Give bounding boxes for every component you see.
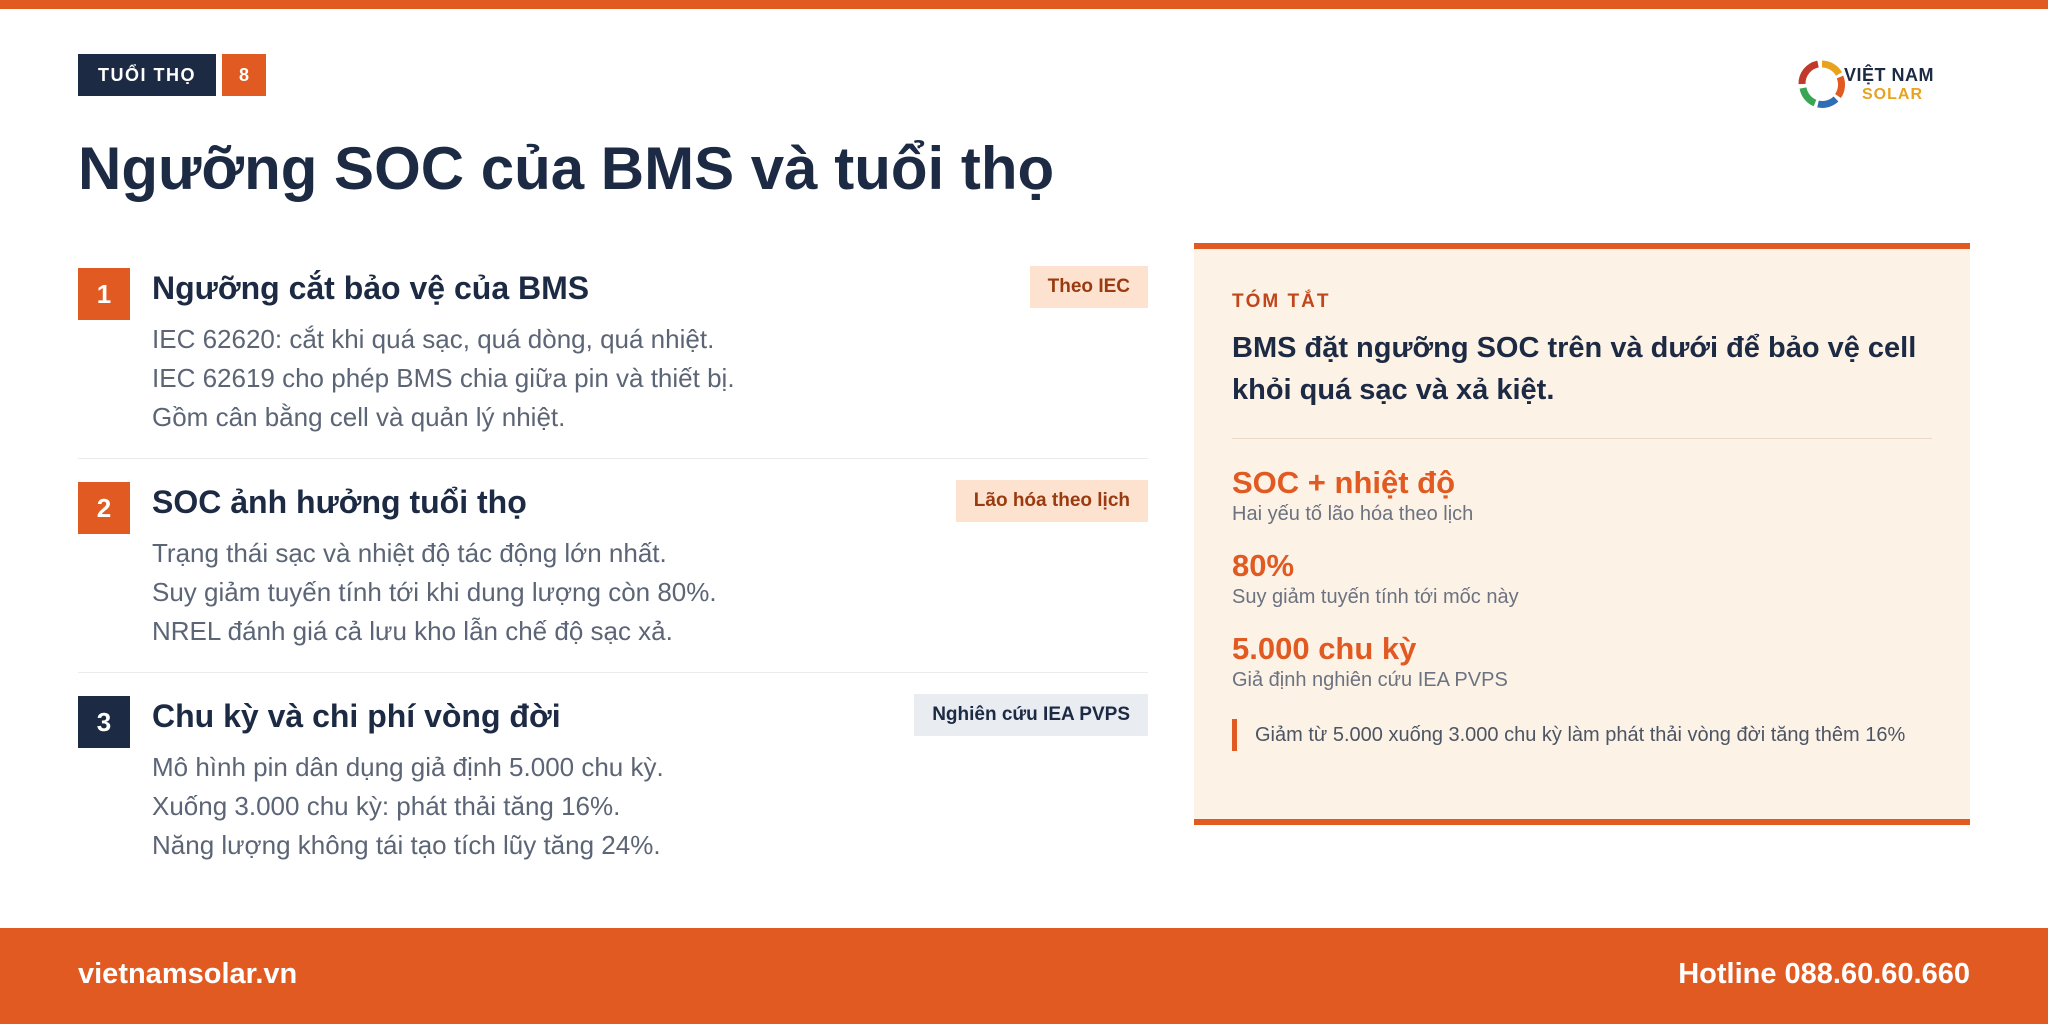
item-line: Gồm cân bằng cell và quản lý nhiệt. <box>152 402 566 432</box>
summary-card <box>1194 243 1970 825</box>
item-number: 2 <box>78 482 130 534</box>
item-line: IEC 62620: cắt khi quá sạc, quá dòng, quá nhiệt. <box>152 324 715 354</box>
stat-label: Giả định nghiên cứu IEA PVPS <box>1232 669 1508 691</box>
item-number: 3 <box>78 696 130 748</box>
stat-label: Suy giảm tuyến tính tới mốc này <box>1232 586 1519 608</box>
top-accent-bar <box>0 0 2048 9</box>
list-item <box>78 480 1148 694</box>
item-description <box>152 748 664 865</box>
stat-label: Hai yếu tố lão hóa theo lịch <box>1232 503 1474 525</box>
item-line: Trạng thái sạc và nhiệt độ tác động lớn nhất. <box>152 538 667 568</box>
section-number: 8 <box>222 54 266 96</box>
section-tag: TUỔI THỌ <box>78 54 216 96</box>
item-description <box>152 534 717 651</box>
item-title: Chu kỳ và chi phí vòng đời <box>152 698 561 734</box>
item-line: IEC 62619 cho phép BMS chia giữa pin và thiết bị. <box>152 363 735 393</box>
item-line: Suy giảm tuyến tính tới khi dung lượng còn 80%. <box>152 577 717 607</box>
page-title: Ngưỡng SOC của BMS và tuổi thọ <box>78 135 1055 202</box>
website-link[interactable]: vietnamsolar.vn <box>78 958 298 990</box>
item-title: Ngưỡng cắt bảo vệ của BMS <box>152 270 590 306</box>
item-tag: Theo IEC <box>1030 266 1148 308</box>
item-line: Mô hình pin dân dụng giả định 5.000 chu kỳ. <box>152 752 664 782</box>
logo-text-secondary: SOLAR <box>1862 85 1923 103</box>
divider <box>78 458 1148 459</box>
logo-text-primary: VIỆT NAM <box>1844 64 1935 85</box>
stat-value: 80% <box>1232 548 1295 583</box>
stat-block <box>1232 548 1519 609</box>
stat-block <box>1232 631 1508 692</box>
key-points-list <box>78 266 1148 908</box>
solar-ring-icon <box>1796 58 1848 110</box>
item-description <box>152 320 735 437</box>
item-tag: Lão hóa theo lịch <box>956 480 1148 522</box>
summary-headline: BMS đặt ngưỡng SOC trên và dưới để bảo vệ cell khỏi quá sạc và xả kiệt. <box>1232 332 1917 406</box>
stat-block <box>1232 465 1473 526</box>
stat-value: SOC + nhiệt độ <box>1232 465 1456 500</box>
item-line: Năng lượng không tái tạo tích lũy tăng 24%. <box>152 830 661 860</box>
summary-label: TÓM TẮT <box>1232 291 1331 312</box>
item-tag: Nghiên cứu IEA PVPS <box>914 694 1148 736</box>
item-number: 1 <box>78 268 130 320</box>
list-item <box>78 694 1148 908</box>
item-line: NREL đánh giá cả lưu kho lẫn chế độ sạc xả. <box>152 616 673 646</box>
list-item <box>78 266 1148 480</box>
section-tags <box>78 54 266 96</box>
item-line: Xuống 3.000 chu kỳ: phát thải tăng 16%. <box>152 791 621 821</box>
hotline-text[interactable]: Hotline 088.60.60.660 <box>1678 958 1970 990</box>
summary-note: Giảm từ 5.000 xuống 3.000 chu kỳ làm phát thải vòng đời tăng thêm 16% <box>1232 719 1932 751</box>
item-title: SOC ảnh hưởng tuổi thọ <box>152 484 527 520</box>
divider <box>1232 438 1932 439</box>
divider <box>78 672 1148 673</box>
brand-logo[interactable] <box>1796 56 1956 112</box>
footer-bar <box>0 928 2048 1024</box>
stat-value: 5.000 chu kỳ <box>1232 631 1417 666</box>
